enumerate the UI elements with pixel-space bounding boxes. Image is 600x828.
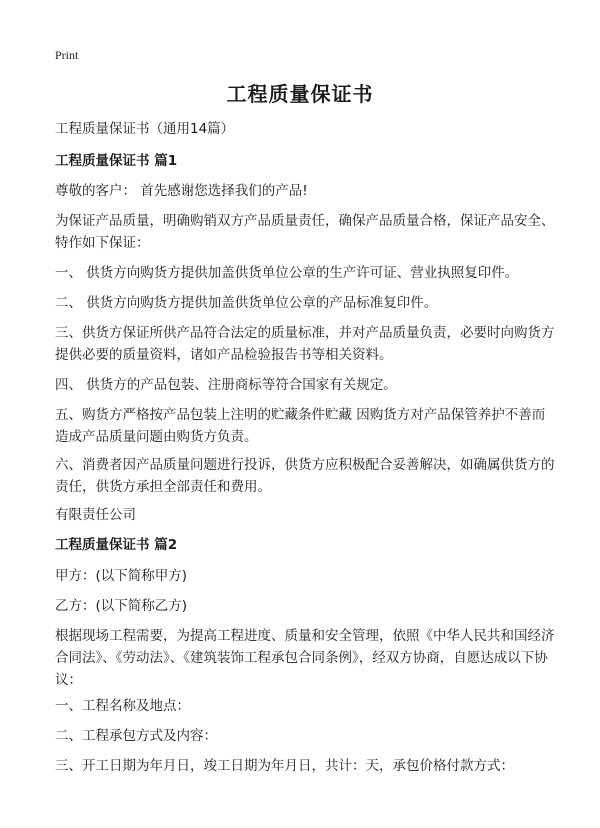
paragraph: 一、 供货方向购货方提供加盖供货单位公章的生产许可证、营业执照复印件。 (55, 265, 519, 281)
section-heading-2: 工程质量保证书 篇2 (55, 537, 178, 553)
paragraph: 六、消费者因产品质量问题进行投诉，供货方应积极配合妥善解决，如确属供货方的责任，供货方承担全部责任和费用。 (55, 457, 555, 495)
section-heading-1: 工程质量保证书 篇1 (55, 153, 178, 169)
paragraph: 有限责任公司 (55, 507, 136, 523)
paragraph: 三、开工日期为年月日，竣工日期为年月日，共计：天，承包价格付款方式： (55, 758, 514, 774)
document-title: 工程质量保证书 (226, 82, 374, 106)
paragraph: 三、供货方保证所供产品符合法定的质量标准，并对产品质量负责，必要时向购货方提供必要的质量资料，诸如产品检验报告书等相关资料。 (55, 325, 555, 363)
paragraph: 五、购货方严格按产品包装上注明的贮藏条件贮藏 因购货方对产品保管养护不善而造成产品质量问题由购货方负责。 (55, 407, 546, 445)
paragraph: 四、 供货方的产品包装、注册商标等符合国家有关规定。 (55, 377, 397, 393)
paragraph: 一、工程名称及地点： (55, 698, 190, 714)
print-label[interactable]: Print (55, 48, 79, 62)
paragraph: 乙方：(以下简称乙方) (55, 598, 188, 614)
paragraph: 根据现场工程需要，为提高工程进度、质量和安全管理，依照《中华人民共和国经济合同法》、《劳动法》、《建筑装饰工程承包合同条例》，经双方协商，自愿达成以下协议： (55, 628, 555, 688)
paragraph: 二、工程承包方式及内容： (55, 728, 217, 744)
document-subtitle: 工程质量保证书（通用14篇） (55, 121, 235, 137)
paragraph: 甲方：(以下简称甲方) (55, 568, 188, 584)
paragraph: 二、 供货方向购货方提供加盖供货单位公章的产品标准复印件。 (55, 295, 438, 311)
paragraph: 尊敬的客户： 首先感谢您选择我们的产品! (55, 183, 308, 199)
paragraph: 为保证产品质量，明确购销双方产品质量责任，确保产品质量合格，保证产品安全、特作如下保证： (55, 213, 555, 251)
